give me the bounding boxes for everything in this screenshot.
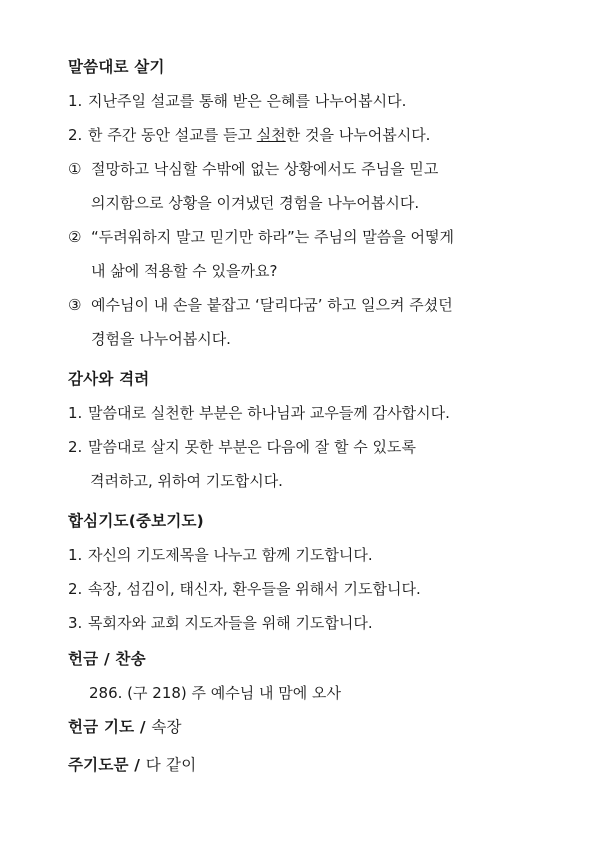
prayer-item-1 xyxy=(68,544,548,566)
prayer-item-2 xyxy=(68,578,548,600)
prayer-item-3 xyxy=(68,612,548,634)
section-title-offering-prayer xyxy=(68,716,548,738)
living-subitem-1 xyxy=(68,158,548,214)
thanks-item-1-text: 말씀대로 실천한 부분은 하나님과 교우들께 감사합시다. xyxy=(88,404,450,422)
section-title-offering: 헌금 / 찬송 xyxy=(68,650,146,668)
living-item-1 xyxy=(68,90,548,112)
living-subitem-3 xyxy=(68,294,548,350)
thanks-item-2 xyxy=(68,436,548,492)
living-item-2 xyxy=(68,124,548,146)
thanks-item-1-number: 1. xyxy=(68,404,83,422)
living-subitem-1-line-1: 절망하고 낙심할 수밖에 없는 상황에서도 주님을 믿고 xyxy=(91,160,439,178)
living-item-1-number: 1. xyxy=(68,92,83,110)
circled-three-marker: ③ xyxy=(68,296,82,314)
section-title-thanks: 감사와 격려 xyxy=(68,370,150,388)
offering-prayer-label: 헌금 기도 / xyxy=(68,718,152,736)
living-subitem-1-line-2: 의지함으로 상황을 이겨냈던 경험을 나누어봅시다. xyxy=(91,194,420,212)
lords-prayer-label: 주기도문 / xyxy=(68,756,146,774)
circled-two-marker: ② xyxy=(68,228,82,246)
prayer-item-2-text: 속장, 섬김이, 태신자, 환우들을 위해서 기도합니다. xyxy=(88,580,421,598)
prayer-item-1-number: 1. xyxy=(68,546,83,564)
circled-one-marker: ① xyxy=(68,160,82,178)
living-subitem-2-line-2: 내 삶에 적용할 수 있을까요? xyxy=(91,262,278,280)
living-item-2-text xyxy=(88,124,430,146)
thanks-item-2-line-1: 말씀대로 살지 못한 부분은 다음에 잘 할 수 있도록 xyxy=(88,438,416,456)
thanks-item-2-number: 2. xyxy=(68,438,83,456)
living-item-1-text: 지난주일 설교를 통해 받은 은혜를 나누어봅시다. xyxy=(88,92,407,110)
living-item-2-text-post: 한 것을 나누어봅시다. xyxy=(285,126,431,144)
prayer-item-2-number: 2. xyxy=(68,580,83,598)
hymn-line: 286. (구 218) 주 예수님 내 맘에 오사 xyxy=(89,684,342,702)
living-subitem-3-line-1: 예수님이 내 손을 붙잡고 ‘달리다굼’ 하고 일으켜 주셨던 xyxy=(91,296,453,314)
prayer-item-3-number: 3. xyxy=(68,614,83,632)
section-title-prayer: 합심기도(중보기도) xyxy=(68,512,204,530)
lords-prayer-participants: 다 같이 xyxy=(145,756,197,774)
thanks-item-2-line-2: 격려하고, 위하여 기도합시다. xyxy=(90,472,283,490)
living-subitem-3-line-2: 경험을 나누어봅시다. xyxy=(91,330,231,348)
living-item-2-number: 2. xyxy=(68,126,83,144)
living-subitem-2 xyxy=(68,226,548,282)
offering-prayer-leader: 속장 xyxy=(151,718,182,736)
section-title-lords-prayer xyxy=(68,754,548,776)
prayer-item-3-text: 목회자와 교회 지도자들을 위해 기도합니다. xyxy=(88,614,373,632)
section-title-living: 말씀대로 살기 xyxy=(68,58,165,76)
document-body xyxy=(68,56,548,776)
living-subitem-2-line-1: “두려워하지 말고 믿기만 하라”는 주님의 말씀을 어떻게 xyxy=(91,228,454,246)
thanks-item-1 xyxy=(68,402,548,424)
prayer-item-1-text: 자신의 기도제목을 나누고 함께 기도합니다. xyxy=(88,546,373,564)
living-item-2-underlined-word: 실천 xyxy=(256,126,286,144)
living-item-2-text-pre: 한 주간 동안 설교를 듣고 xyxy=(88,126,257,144)
